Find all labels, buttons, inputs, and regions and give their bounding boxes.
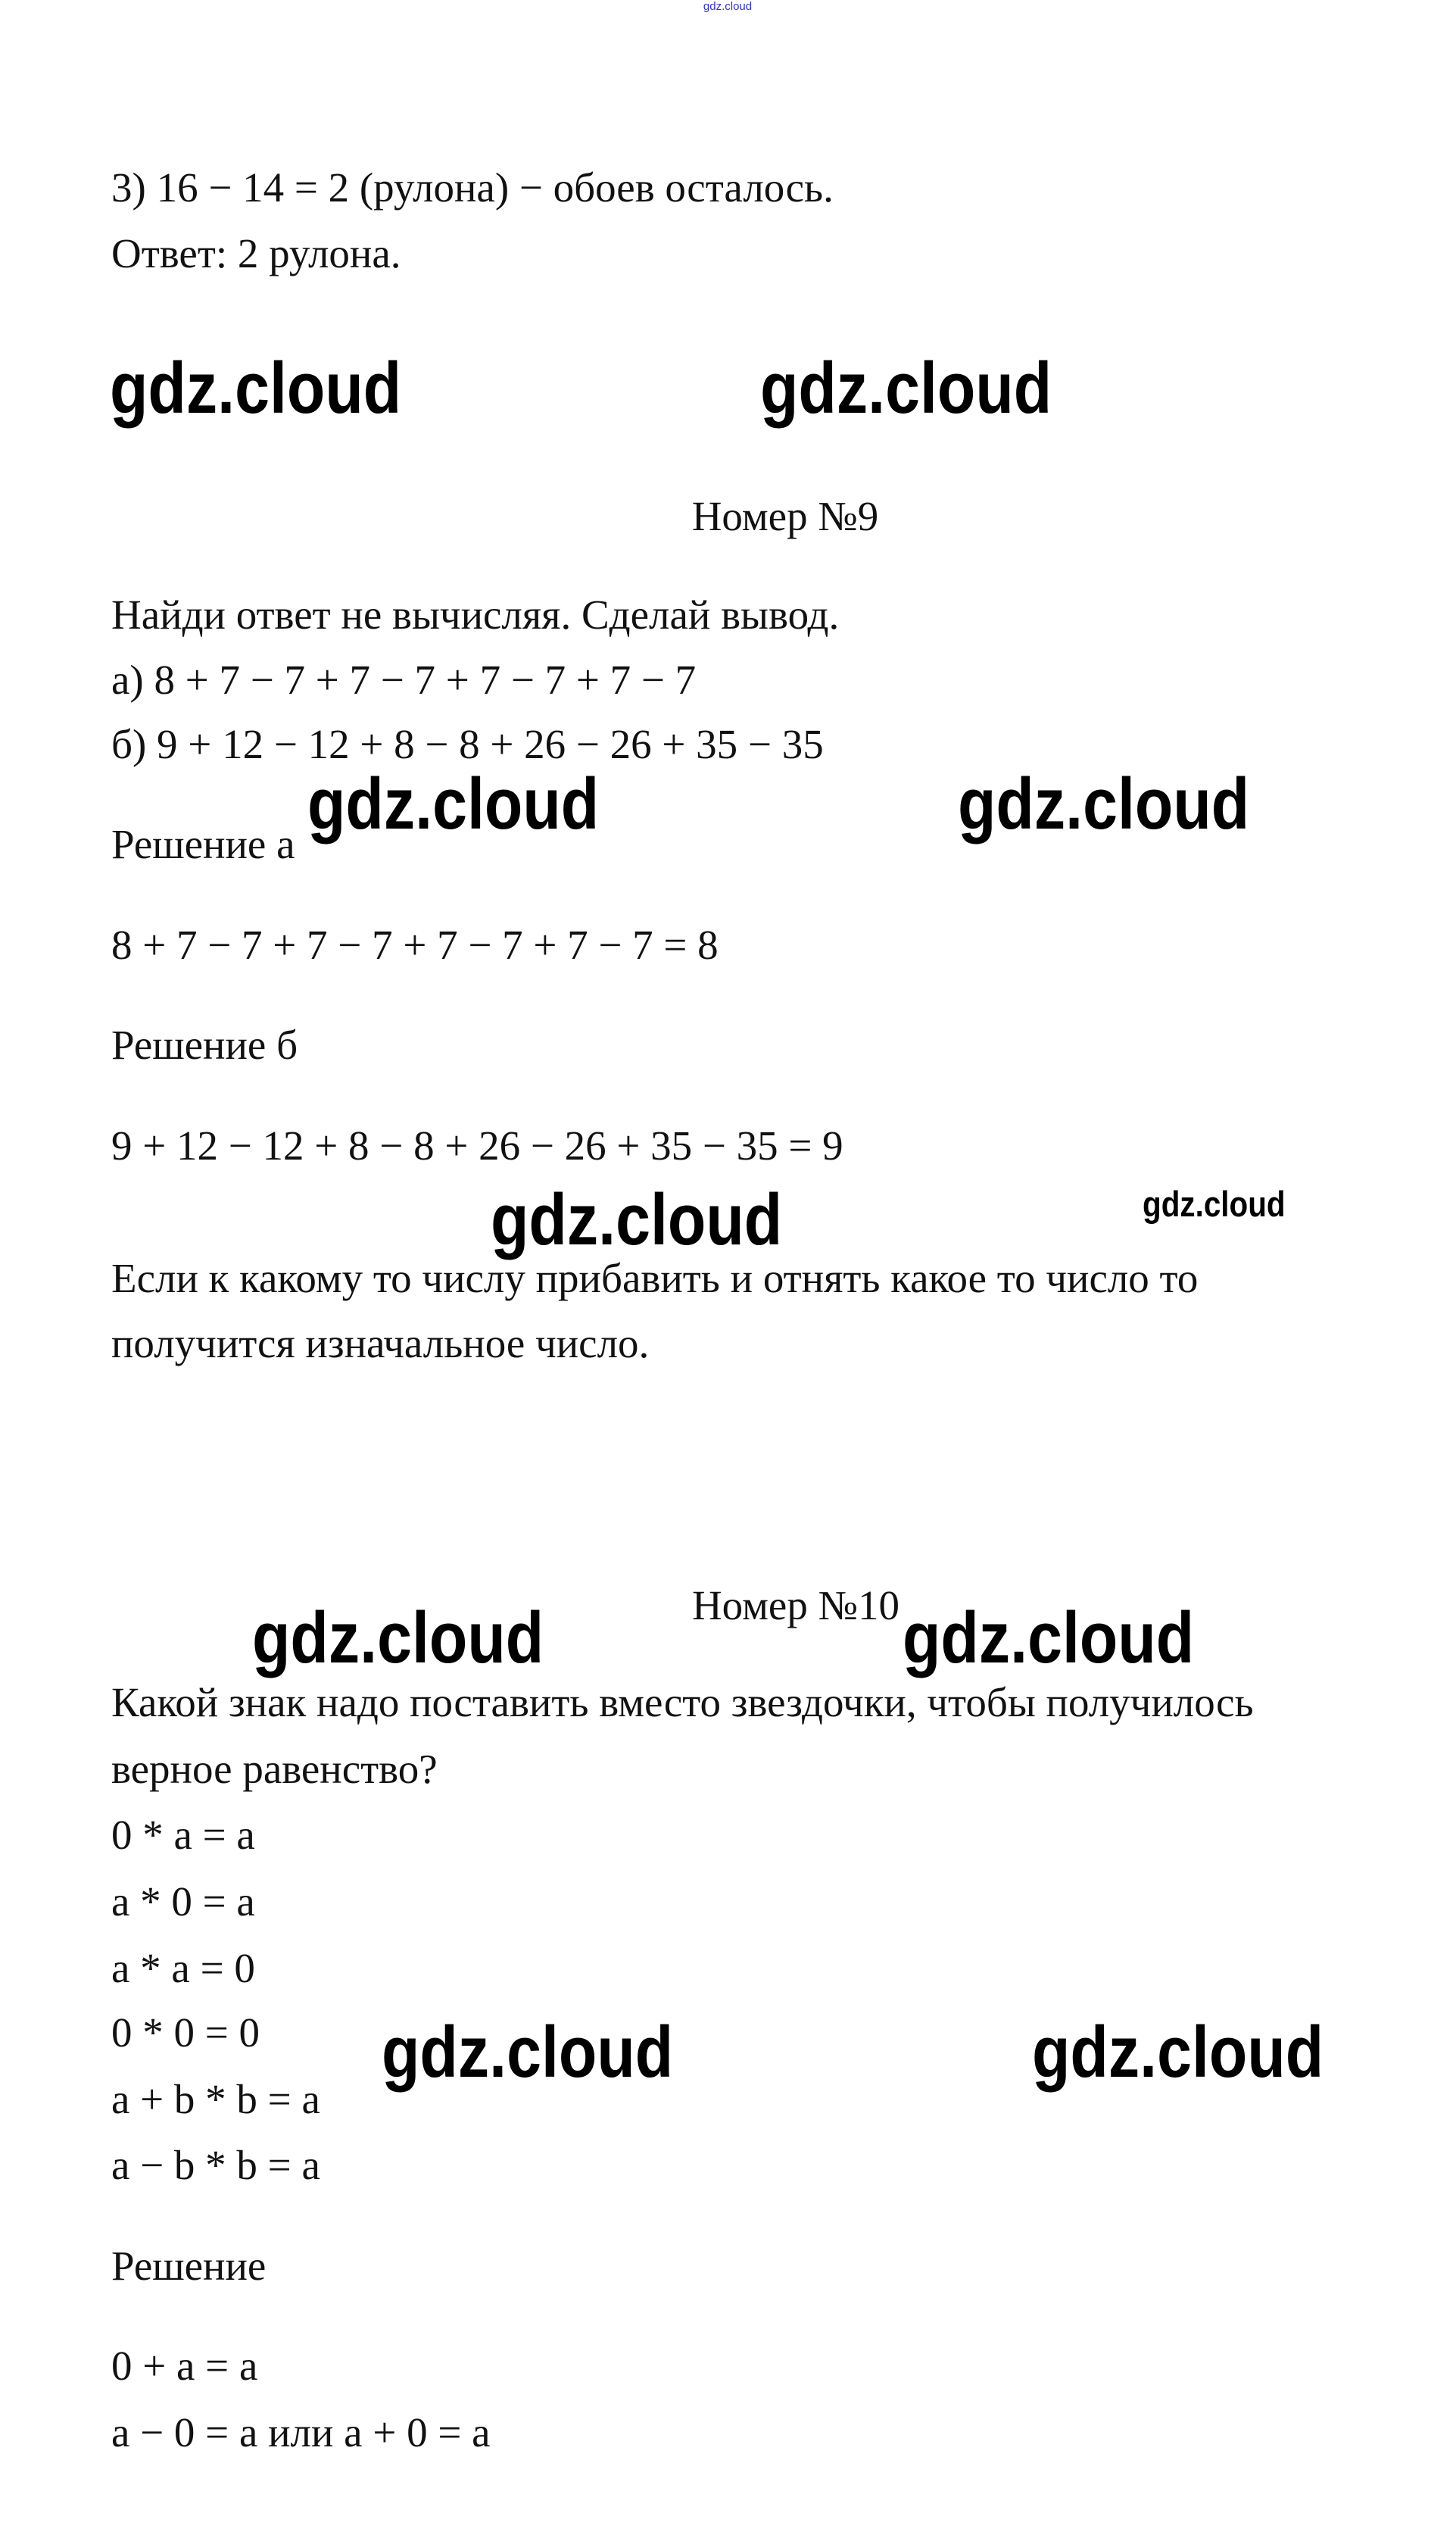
task10-title: Номер №10 bbox=[691, 1582, 900, 1628]
prev-step-line: 3) 16 − 14 = 2 (рулона) − обоев осталось. bbox=[111, 164, 834, 211]
task10-item: 0 * a = a bbox=[111, 1812, 255, 1858]
task10-item: a * a = 0 bbox=[111, 1945, 255, 1991]
task9-solution-b-label: Решение б bbox=[111, 1022, 298, 1068]
task9-title: Номер №9 bbox=[691, 493, 879, 539]
watermark: gdz.cloud bbox=[903, 1597, 1195, 1678]
task9-question: Найди ответ не вычисляя. Сделай вывод. bbox=[111, 592, 840, 638]
task9-solution-a: 8 + 7 − 7 + 7 − 7 + 7 − 7 + 7 − 7 = 8 bbox=[111, 922, 719, 968]
watermark: gdz.cloud bbox=[958, 763, 1250, 844]
task9-conclusion-line: Если к какому то числу прибавить и отнять какое то число то bbox=[111, 1255, 1199, 1301]
watermark: gdz.cloud bbox=[307, 763, 600, 844]
task9-item-b: б) 9 + 12 − 12 + 8 − 8 + 26 − 26 + 35 − 35 bbox=[111, 721, 824, 767]
task10-question-line: верное равенство? bbox=[111, 1746, 438, 1792]
task10-question-line: Какой знак надо поставить вместо звездочки, чтобы получилось bbox=[111, 1679, 1254, 1725]
task10-item: a − b * b = a bbox=[111, 2142, 320, 2188]
task9-solution-a-label: Решение а bbox=[111, 821, 295, 867]
site-link[interactable]: gdz.cloud bbox=[703, 0, 753, 13]
task10-solution-line: a − 0 = a или a + 0 = a bbox=[111, 2409, 491, 2455]
task10-solution-label: Решение bbox=[111, 2243, 267, 2289]
prev-answer-line: Ответ: 2 рулона. bbox=[111, 230, 401, 276]
task10-item: a + b * b = a bbox=[111, 2076, 320, 2122]
task9-solution-b: 9 + 12 − 12 + 8 − 8 + 26 − 26 + 35 − 35 = 9 bbox=[111, 1122, 843, 1169]
task9-item-a: а) 8 + 7 − 7 + 7 − 7 + 7 − 7 + 7 − 7 bbox=[111, 657, 697, 703]
watermark: gdz.cloud bbox=[760, 348, 1052, 429]
task10-item: a * 0 = a bbox=[111, 1878, 255, 1925]
watermark: gdz.cloud bbox=[110, 348, 402, 429]
watermark: gdz.cloud bbox=[1032, 2012, 1324, 2093]
task10-solution-line: 0 + a = a bbox=[111, 2343, 258, 2389]
watermark: gdz.cloud bbox=[491, 1179, 783, 1260]
task9-conclusion-line: получится изначальное число. bbox=[111, 1320, 650, 1366]
watermark: gdz.cloud bbox=[252, 1597, 544, 1678]
task10-item: 0 * 0 = 0 bbox=[111, 2009, 260, 2056]
watermark: gdz.cloud bbox=[382, 2012, 674, 2093]
watermark: gdz.cloud bbox=[1143, 1184, 1286, 1224]
